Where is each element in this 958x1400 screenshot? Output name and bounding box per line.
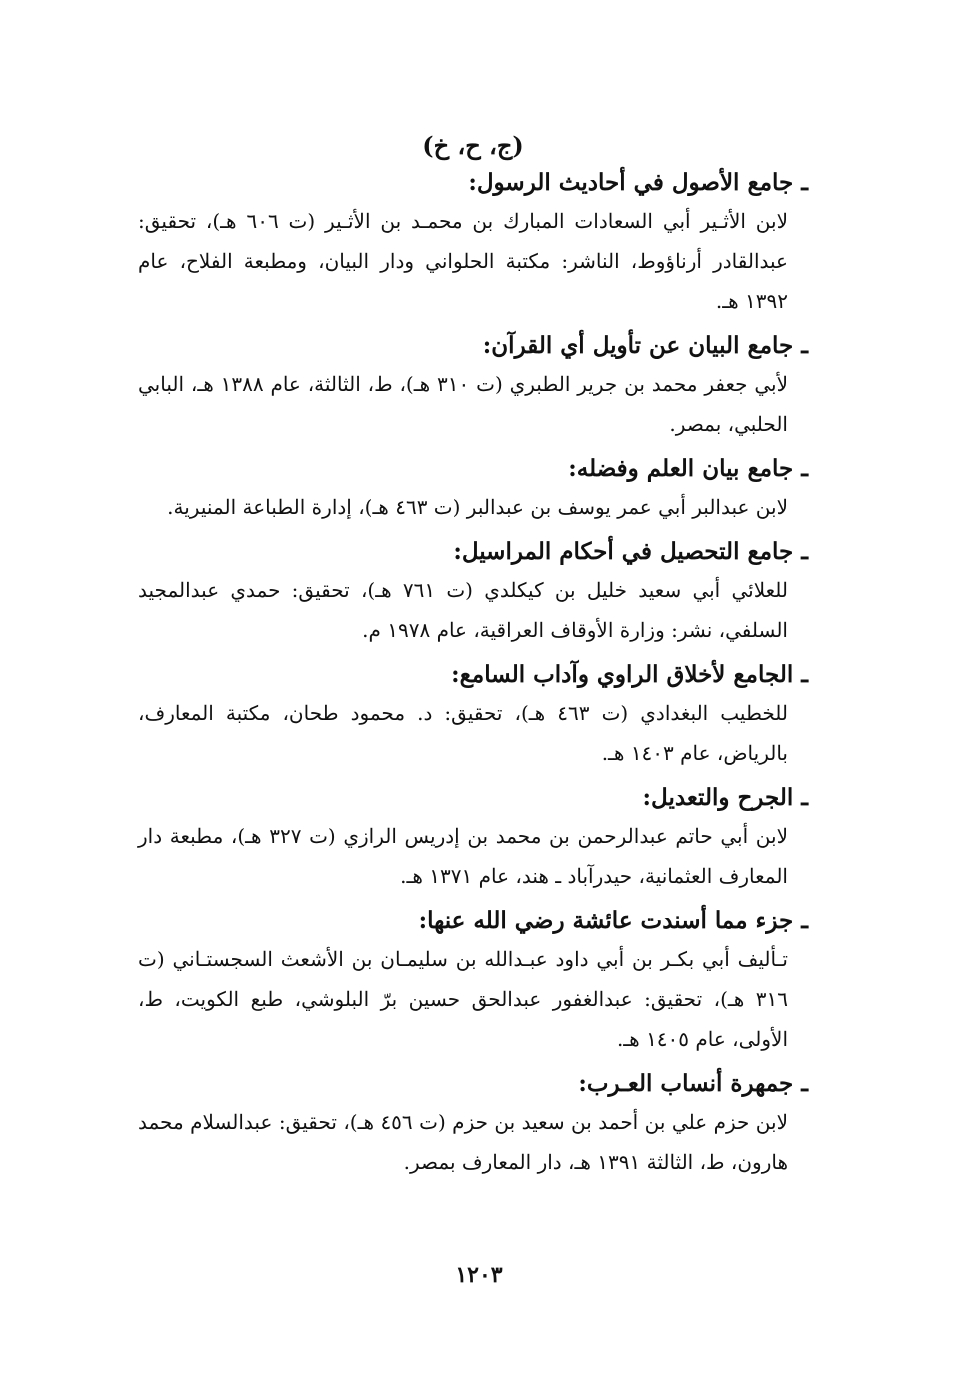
page-number: ١٢٠٣ <box>455 1262 503 1288</box>
bibliography-entry <box>138 779 808 896</box>
bibliography-entry <box>138 164 808 321</box>
bibliography-entry <box>138 656 808 773</box>
entry-title: ـ جمهرة أنساب العـرب: <box>578 1070 808 1097</box>
entry-body: لابن عبدالبر أبي عمر يوسف بن عبدالبر (ت ٤٦٣ هـ)، إدارة الطباعة المنيرية. <box>167 495 788 519</box>
entry-body: لابن حزم علي بن أحمد بن سعيد بن حزم (ت ٤٥٦ هـ)، تحقيق: عبدالسلام محمد هارون، ط، الثالثة ١٣٩١ هـ، دار المعارف بمصر. <box>138 1110 788 1174</box>
entry-body: للخطيب البغدادي (ت ٤٦٣ هـ)، تحقيق: د. محمود طحان، مكتبة المعارف، بالرياض، عام ١٤٠٣ هـ. <box>138 701 788 765</box>
bibliography-entry <box>138 533 808 650</box>
entry-body: لأبي جعفر محمد بن جرير الطبري (ت ٣١٠ هـ)، ط، الثالثة، عام ١٣٨٨ هـ، البابي الحلبي، بمصر. <box>138 372 788 436</box>
bibliography-entry <box>138 450 808 527</box>
entry-title: ـ جامع بيان العلم وفضله: <box>568 455 808 482</box>
entry-body: للعلائي أبي سعيد خليل بن كيكلدي (ت ٧٦١ هـ)، تحقيق: حمدي عبدالمجيد السلفي، نشر: وزارة الأوقاف العراقية، عام ١٩٧٨ م. <box>138 578 789 642</box>
entry-body: تـأليف أبي بكـر بن أبي داود عبـدالله بن سليمـان بن الأشعث السجستـاني (ت ٣١٦ هـ)، تحقيق: عبدالغفور عبدالحق حسين برّ البلوشي، طبع الكويت، ط، الأولى، عام ١٤٠٥ هـ. <box>138 947 788 1051</box>
entry-body: لابن الأثـير أبي السعادات المبارك بن محمـد بن الأثـير (ت ٦٠٦ هـ)، تحقيق: عبدالقادر أرناؤوط، الناشر: مكتبة الحلواني ودار البيان، ومطبعة الفلاح، عام ١٣٩٢ هـ. <box>138 209 789 313</box>
entry-title: ـ جامع البيان عن تأويل أي القرآن: <box>482 332 808 359</box>
section-letters-heading: (ج، ح، خ) <box>422 131 524 160</box>
entry-body: لابن أبي حاتم عبدالرحمن بن محمد بن إدريس الرازي (ت ٣٢٧ هـ)، مطبعة دار المعارف العثمانية، حيدرآباد ـ هند، عام ١٣٧١ هـ. <box>138 824 788 888</box>
entry-title: ـ الجامع لأخلاق الراوي وآداب السامع: <box>451 661 808 688</box>
bibliography-entry <box>138 902 808 1059</box>
entry-title: ـ جزء مما أسندت عائشة رضي الله عنها: <box>418 907 808 934</box>
entry-title: ـ جامع التحصيل في أحكام المراسيل: <box>453 538 808 565</box>
entry-title: ـ جامع الأصول في أحاديث الرسول: <box>468 169 808 196</box>
bibliography-entry <box>138 1065 808 1182</box>
entry-title: ـ الجرح والتعديل: <box>642 784 808 811</box>
bibliography-entry <box>138 327 808 444</box>
